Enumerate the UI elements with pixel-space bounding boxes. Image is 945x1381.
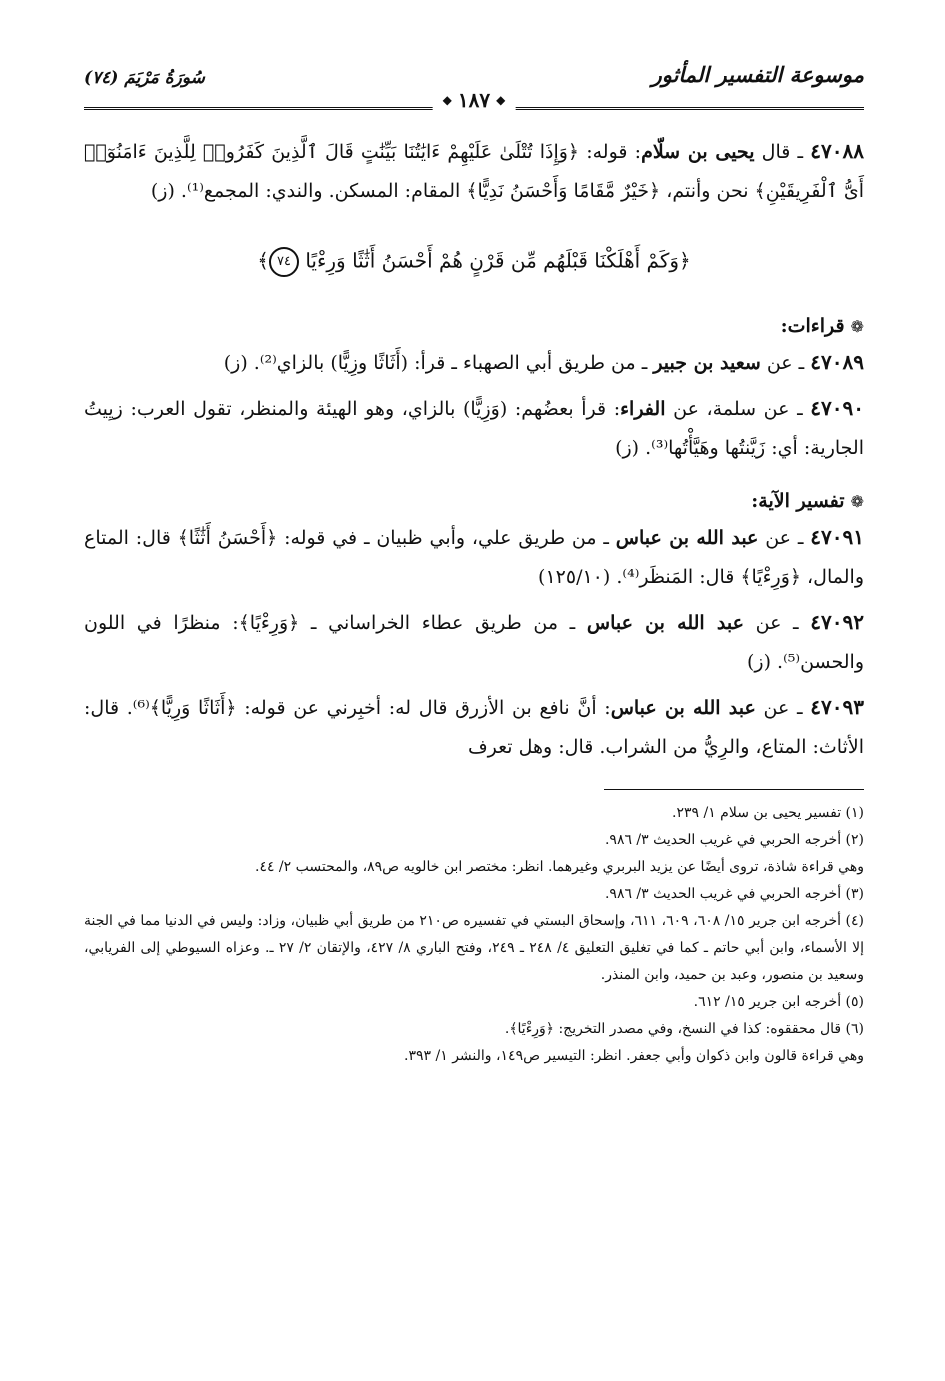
section-heading — [84, 490, 864, 512]
narrator-name: سعيد بن جبير — [653, 352, 761, 374]
narration-text: ـ عن — [760, 352, 811, 374]
narration-text: ⁽¹⁾ — [186, 180, 204, 202]
narration-text: ⁽⁴⁾ — [622, 566, 640, 588]
narration-number: ٤٧٠٨٩ — [810, 350, 864, 374]
narration-text: ـ عن سلمة، عن — [665, 398, 811, 420]
narration-text: . (ز) — [747, 651, 784, 673]
narration-text: ⁽⁶⁾ — [132, 697, 150, 719]
footnote: (٥) أخرجه ابن جرير ١٥/ ٦١٢. — [693, 994, 864, 1010]
narration-text: . قال: الأثاث: المتاع، والرِيُّ من الشراب. قال: وهل تعرف — [84, 697, 864, 758]
ornament-icon: ◆ — [496, 93, 506, 107]
footnote: (٢) أخرجه الحربي في غريب الحديث ٣/ ٩٨٦. — [604, 832, 864, 848]
page-header — [84, 58, 864, 110]
narration-text: ـ عن — [755, 697, 811, 719]
narration-text: ـ من طريق عطاء الخراساني ـ ﴿وَرِءْيًا﴾: منظرًا في اللون والحسن — [84, 612, 864, 673]
flower-ornament-icon: ❁ — [850, 491, 864, 511]
narration-text: ـ عن — [743, 612, 811, 634]
narration-text: . (ز) — [150, 180, 187, 202]
narrator-name: الفراء — [620, 398, 666, 420]
narration-paragraph — [84, 389, 864, 468]
footnote: (٤) أخرجه ابن جرير ١٥/ ٦٠٨، ٦٠٩، ٦١١، وإسحاق البستي في تفسيره ص٢١٠ من طريق أبي ظبيان، وزاد: وليس في الدنيا مما في الجنة إلا الأسماء، وابن أبي حاتم ـ كما في تغليق التعليق ٤/ ٢٤٨ ـ ٢٤٩، وفتح الباري ٨/ ٤٢٧، والإتقان ٢/ ٢٧ ـ. وعزاه السيوطي إلى الفريابي، وسعيد بن منصور، وعبد بن حميد، وابن المنذر. — [84, 913, 865, 983]
flower-ornament-icon: ❁ — [850, 316, 864, 336]
narration-text: ـ عن — [758, 527, 811, 549]
book-page — [84, 58, 864, 1070]
footnote: (٦) قال محققوه: كذا في النسخ، وفي مصدر التخريج: ﴿وَرِءْيًا﴾. — [504, 1021, 864, 1037]
narration-text: ⁽³⁾ — [651, 437, 669, 459]
footnote: (٣) أخرجه الحربي في غريب الحديث ٣/ ٩٨٦. — [604, 886, 864, 902]
book-title: موسوعة التفسير المأثور — [651, 62, 864, 87]
sections — [84, 315, 864, 767]
narration-paragraph — [84, 603, 864, 682]
section-title: قراءات: — [780, 315, 845, 337]
verse-text: ﴿وَكَمْ أَهْلَكْنَا قَبْلَهُم مِّن قَرْنٍ هُمْ أَحْسَنُ أَثَٰثًا وَرِءْيًا — [305, 248, 691, 273]
narration-paragraph — [84, 132, 864, 211]
narration-number: ٤٧٠٩١ — [810, 525, 864, 549]
section-title: تفسير الآية: — [751, 490, 845, 512]
surah-label: سُورَةُ مَرْيَمَ (٧٤) — [84, 68, 205, 88]
verse — [84, 247, 864, 277]
ayah-number-mark: ٧٤ — [269, 247, 299, 277]
narration-text: : أنَّ نافع بن الأزرق قال له: أخبِرني عن قوله: ﴿أَثَاثًا وَرِيًّا﴾ — [149, 697, 611, 719]
narrator-name: عبد الله بن عباس — [610, 697, 756, 719]
ornament-icon: ◆ — [442, 93, 452, 107]
narration-text: : قرأ بعضُهم: (وَزِيًّا) بالزاي، وهو الهيئة والمنظر، تقول العرب: زيِيتُ الجارية: أي: زَيَّنتُها وهَيَّأْتُها — [84, 398, 864, 459]
footnote: (١) تفسير يحيى بن سلام ١/ ٢٣٩. — [672, 805, 864, 821]
footnote: وهي قراءة قالون وابن ذكوان وأبي جعفر. انظر: التيسير ص١٤٩، والنشر ١/ ٣٩٣. — [404, 1048, 864, 1064]
narration-number: ٤٧٠٩٢ — [810, 610, 864, 634]
page-number-text: ١٨٧ — [457, 88, 491, 112]
narration-text: ـ قال — [754, 141, 811, 163]
narration-paragraph — [84, 343, 864, 383]
footnotes — [84, 800, 864, 1070]
section-heading — [84, 315, 864, 337]
narrator-name: يحيى بن سلّام — [641, 141, 755, 163]
narration-text: ـ من طريق أبي الصهباء ـ قرأ: (أَثَاثًا وزِيًّا) بالزاي — [276, 352, 654, 374]
footnote: وهي قراءة شاذة، تروى أيضًا عن يزيد البربري وغيرهما. انظر: مختصر ابن خالويه ص٨٩، والمحتسب ٢/ ٤٤. — [254, 859, 864, 875]
narrator-name: عبد الله بن عباس — [615, 527, 759, 549]
page-number — [433, 88, 516, 112]
footnote-separator — [604, 789, 864, 790]
narration-number: ٤٧٠٩٠ — [810, 396, 864, 420]
narration-paragraph — [84, 688, 864, 767]
narration-number: ٤٧٠٩٣ — [810, 695, 864, 719]
narration-text: ⁽²⁾ — [259, 352, 277, 374]
narration-text: . (ز) — [615, 437, 652, 459]
narration-text: . (١٢٥/١٠) — [538, 566, 623, 588]
narration-text: ـ من طريق علي، وأبي ظبيان ـ في قوله: ﴿أَحْسَنُ أَثَٰثًا﴾ قال: المتاع والمال، ﴿وَرِءْيًا﴾ قال: المَنظَر — [84, 527, 864, 588]
narration-paragraph — [84, 518, 864, 597]
narration-text: : قوله: ﴿وَإِذَا تُتْلَىٰ عَلَيْهِمْ ءَايَٰتُنَا بَيِّنَٰتٍ قَالَ ٱلَّذِينَ كَفَرُوا۟ لِلَّذِينَ ءَامَنُوٓا۟ أَىُّ ٱلْفَرِيقَيْنِ﴾ نحن وأنتم، ﴿خَيْرٌ مَّقَامًا وَأَحْسَنُ نَدِيًّا﴾ المقام: المسكن. والندي: المجمع — [84, 141, 864, 202]
narration-text: ⁽⁵⁾ — [783, 651, 801, 673]
verse-close: ﴾ — [257, 248, 269, 273]
intro-paragraphs — [84, 132, 864, 211]
narration-text: . (ز) — [223, 352, 260, 374]
narration-number: ٤٧٠٨٨ — [810, 139, 865, 163]
narrator-name: عبد الله بن عباس — [586, 612, 744, 634]
